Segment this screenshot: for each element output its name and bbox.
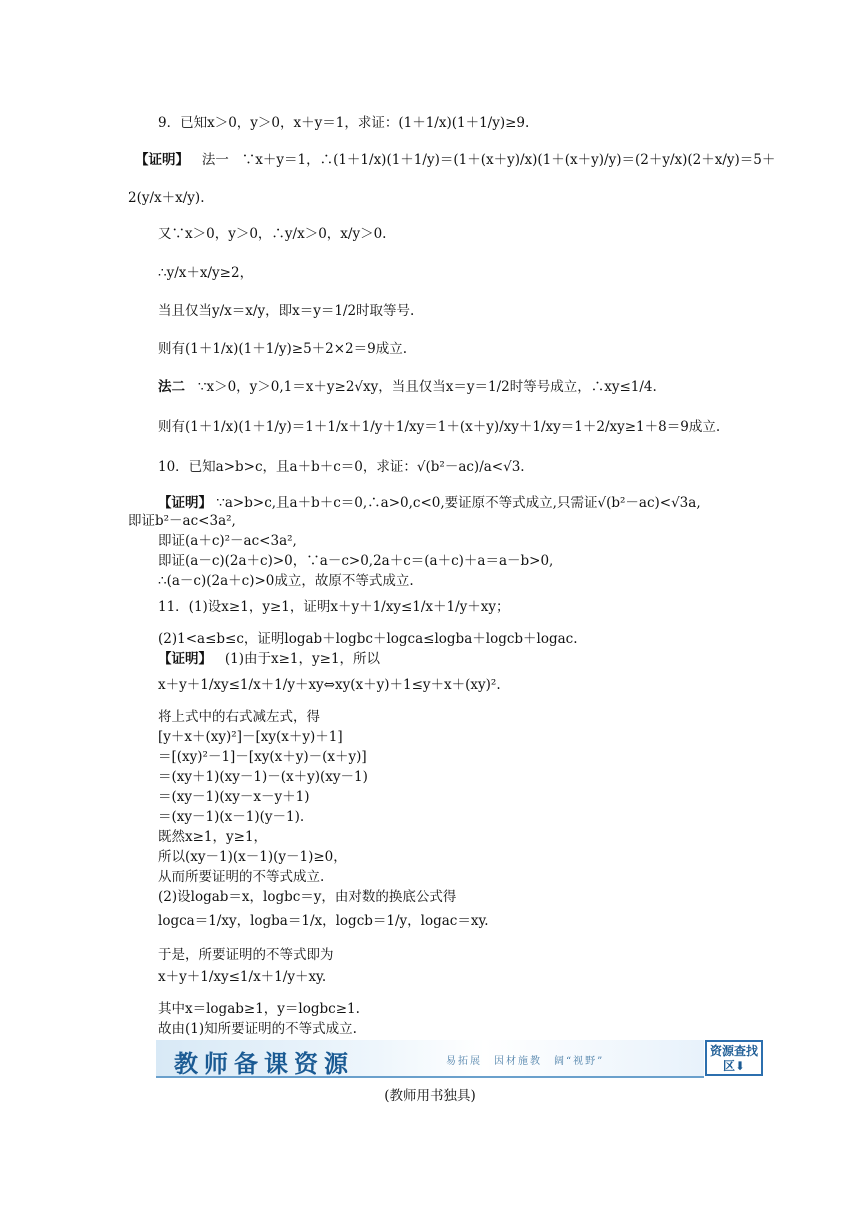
resource-search-button[interactable]: 资源查找区⬇ bbox=[705, 1040, 763, 1076]
q9-method2-line2: 则有(1＋1/x)(1＋1/y)＝1＋1/x＋1/y＋1/xy＝1＋(x＋y)/xy＋1/xy＝1＋2/xy≥1＋8＝9成立. bbox=[158, 419, 721, 435]
q11-proof-text: (1)由于x≥1，y≥1，所以 bbox=[224, 651, 381, 667]
q9-method1-line6: 则有(1＋1/x)(1＋1/y)≥5＋2×2＝9成立. bbox=[158, 341, 408, 357]
q9-method1-line1 bbox=[135, 151, 775, 169]
q10-proof-line5: ∴(a－c)(2a＋c)>0成立，故原不等式成立. bbox=[158, 573, 414, 589]
q10-proof-line2: 即证b²－ac<3a², bbox=[128, 513, 236, 529]
banner-slogan: 易拓展 因材施教 阔“视野” bbox=[446, 1056, 605, 1067]
q11-proof-line7: ＝(xy－1)(xy－x－y＋1) bbox=[158, 789, 310, 805]
q11-proof-line13: logca＝1/xy，logba＝1/x，logcb＝1/y，logac＝xy. bbox=[158, 913, 489, 929]
q11-proof-line4: [y＋x＋(xy)²]－[xy(x＋y)＋1] bbox=[158, 729, 343, 745]
q11-proof-line1 bbox=[158, 650, 380, 668]
q11-proof-line9: 既然x≥1，y≥1， bbox=[158, 829, 268, 845]
q9-method2-text: ∵x＞0，y＞0,1＝x＋y≥2√xy，当且仅当x＝y＝1/2时等号成立，∴xy≤1/4. bbox=[197, 379, 657, 395]
q10-proof-tag: 【证明】 bbox=[158, 495, 212, 511]
q9-method1-label: 法一 bbox=[201, 152, 229, 168]
q11-proof-line17: 故由(1)知所要证明的不等式成立. bbox=[158, 1021, 357, 1037]
q11-proof-line10: 所以(xy－1)(x－1)(y－1)≥0， bbox=[158, 849, 347, 865]
teacher-only-caption: (教师用书独具) bbox=[384, 1088, 476, 1104]
teacher-resource-banner bbox=[156, 1040, 704, 1078]
q11-proof-line2: x＋y＋1/xy≤1/x＋1/y＋xy⇔xy(x＋y)＋1≤y＋x＋(xy)². bbox=[158, 677, 501, 693]
q9-method2-label: 法二 bbox=[158, 379, 185, 395]
q11-stem-part1: 11．(1)设x≥1，y≥1，证明x＋y＋1/xy≤1/x＋1/y＋xy； bbox=[158, 599, 510, 615]
q9-method1-line5: 当且仅当y/x＝x/y，即x＝y＝1/2时取等号. bbox=[158, 303, 415, 319]
banner-title: 教师备课资源 bbox=[174, 1049, 354, 1078]
q10-proof-text: ∵a>b>c,且a＋b＋c＝0,∴a>0,c<0,要证原不等式成立,只需证√(b²－ac)<√3a, bbox=[216, 495, 701, 511]
q11-proof-line6: ＝(xy＋1)(xy－1)－(x＋y)(xy－1) bbox=[158, 769, 368, 785]
q10-proof-line4: 即证(a－c)(2a＋c)>0，∵a－c>0,2a＋c＝(a＋c)＋a＝a－b>0, bbox=[158, 553, 554, 569]
q9-method1-line3: 又∵x＞0，y＞0，∴y/x＞0，x/y＞0. bbox=[158, 226, 387, 242]
q9-proof-tag: 【证明】 bbox=[135, 152, 189, 168]
q11-proof-line15: x＋y＋1/xy≤1/x＋1/y＋xy. bbox=[158, 969, 327, 985]
q11-proof-tag: 【证明】 bbox=[158, 651, 212, 667]
q11-proof-line14: 于是，所要证明的不等式即为 bbox=[158, 947, 334, 963]
q11-proof-line8: ＝(xy－1)(x－1)(y－1). bbox=[158, 809, 305, 825]
q10-proof-line3: 即证(a＋c)²－ac<3a², bbox=[158, 533, 297, 549]
q10-proof-line1 bbox=[158, 494, 701, 512]
q9-method1-line4: ∴y/x＋x/y≥2， bbox=[158, 265, 254, 281]
q9-method1-text: ∵x＋y＝1，∴(1＋1/x)(1＋1/y)＝(1＋(x＋y)/x)(1＋(x＋y)/y)＝(2＋y/x)(2＋x/y)＝5＋ bbox=[241, 152, 776, 168]
q9-method1-line2: 2(y/x＋x/y). bbox=[128, 190, 205, 206]
q10-stem: 10．已知a>b>c，且a＋b＋c＝0，求证：√(b²－ac)/a<√3. bbox=[158, 459, 525, 475]
q9-method2-line1 bbox=[158, 378, 657, 396]
q11-stem-part2: (2)1<a≤b≤c，证明logab＋logbc＋logca≤logba＋logcb＋logac. bbox=[158, 631, 578, 647]
q11-proof-line5: ＝[(xy)²－1]－[xy(x＋y)－(x＋y)] bbox=[158, 749, 367, 765]
q11-proof-line12: (2)设logab＝x，logbc＝y，由对数的换底公式得 bbox=[158, 889, 457, 905]
q9-stem: 9．已知x＞0，y＞0，x＋y＝1，求证：(1＋1/x)(1＋1/y)≥9. bbox=[158, 115, 530, 131]
q11-proof-line11: 从而所要证明的不等式成立. bbox=[158, 869, 325, 885]
q11-proof-line3: 将上式中的右式减左式，得 bbox=[158, 709, 320, 725]
q11-proof-line16: 其中x＝logab≥1，y＝logbc≥1. bbox=[158, 1001, 360, 1017]
